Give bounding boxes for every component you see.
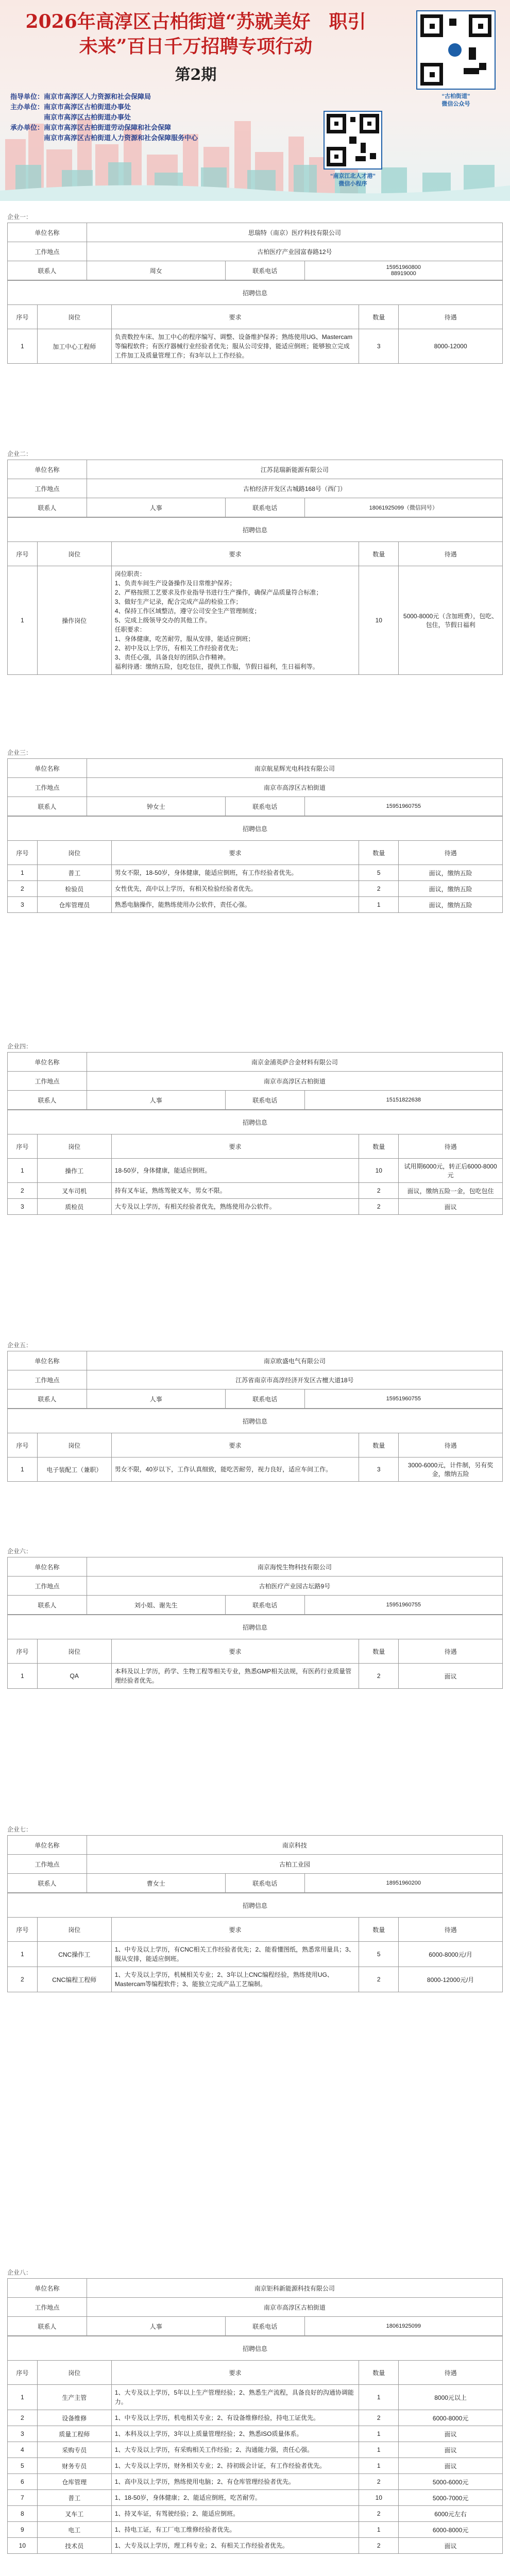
poster-title (10, 9, 381, 59)
company-block (7, 1041, 503, 1215)
job-requirements: 1、中专及以上学历，机电相关专业；2、有设备维修经验，持电工证优先。 (111, 2410, 359, 2426)
job-post: 质检员 (37, 1199, 111, 1215)
table-row (8, 1159, 503, 1183)
company-sequence: 企业一： (7, 213, 32, 221)
job-count: 2 (359, 2506, 399, 2522)
issue-number: 第2期 (175, 66, 217, 84)
job-no: 1 (8, 566, 38, 675)
job-pay: 面议，缴纳五险 (399, 865, 503, 881)
job-post: 叉车工 (37, 2506, 111, 2522)
header-count: 数量 (359, 1134, 399, 1159)
header-no: 序号 (8, 305, 38, 329)
job-requirements: 1、大专及以上学历，理工科专业；2、有相关工作经验者优先。 (111, 2538, 359, 2554)
company-name: 南京航星辉光电科技有限公司 (87, 759, 502, 778)
job-requirements: 男女不限，18-50岁，身体健康，能适应倒班，有工作经验者优先。 (111, 865, 359, 881)
job-count: 1 (359, 2385, 399, 2410)
company-sequence: 企业五： (7, 1342, 32, 1349)
organizer-row: 承办单位：南京市高淳区古柏街道劳动保障和社会保障 (10, 124, 172, 131)
job-count: 2 (359, 1199, 399, 1215)
company-address: 南京市高淳区古柏街道 (87, 2298, 502, 2317)
job-no: 1 (8, 1458, 38, 1482)
header-no: 序号 (8, 1918, 38, 1942)
header-post: 岗位 (37, 2361, 111, 2385)
table-row (8, 1967, 503, 1992)
job-pay: 6000元左右 (399, 2506, 503, 2522)
header-count: 数量 (359, 2361, 399, 2385)
job-post: 生产主管 (37, 2385, 111, 2410)
organizer-row: 南京市高淳区古柏街道人力资源和社会保障服务中心 (44, 134, 198, 142)
job-post: 电工 (37, 2522, 111, 2538)
company-block (7, 2267, 503, 2554)
job-no: 9 (8, 2522, 38, 2538)
label-phone: 联系电话 (225, 797, 304, 816)
header-count: 数量 (359, 1918, 399, 1942)
job-pay: 面议 (399, 2538, 503, 2554)
jobs-table (7, 816, 503, 913)
table-row (8, 2410, 503, 2426)
job-count: 1 (359, 2426, 399, 2442)
job-pay: 6000-8000元/月 (399, 1942, 503, 1967)
header-count: 数量 (359, 305, 399, 329)
company-contact: 人事 (87, 1389, 225, 1409)
label-contact: 联系人 (8, 1389, 87, 1409)
jobs-table (7, 1893, 503, 1992)
qr-code-icon (416, 10, 496, 90)
job-pay: 面议，缴纳五险一金，包吃包住 (399, 1183, 503, 1199)
label-address: 工作地点 (8, 2298, 87, 2317)
company-name: 南京欧盛电气有限公司 (87, 1351, 502, 1370)
job-requirements: 1、持电工证，有工厂电工维修经验者优先。 (111, 2522, 359, 2538)
job-no: 4 (8, 2442, 38, 2458)
job-requirements: 男女不限，40岁以下，工作认真细致，能吃苦耐劳，视力良好，适应车间工作。 (111, 1458, 359, 1482)
job-pay: 5000-7000元 (399, 2490, 503, 2506)
job-pay: 面议，缴纳五险 (399, 881, 503, 897)
company-block (7, 211, 503, 364)
table-row (8, 329, 503, 364)
table-row (8, 2458, 503, 2474)
job-requirements: 负责数控车床、加工中心的程序编写、调整、设备维护保养；熟练使用UG、Mastercam等编程软件；有医疗器械行业经验者优先；服从公司安排，能适应倒班；能够独立完成工件加工及质量管理工作；有3年以上工作经验。 (111, 329, 359, 364)
company-name: 南京海悦生物科技有限公司 (87, 1557, 502, 1577)
job-post: 普工 (37, 2490, 111, 2506)
job-post: 仓库管理员 (37, 897, 111, 913)
company-info-table (7, 1351, 503, 1409)
table-row (8, 881, 503, 897)
header-no: 序号 (8, 1639, 38, 1664)
label-company: 单位名称 (8, 2279, 87, 2298)
job-pay: 面议 (399, 2442, 503, 2458)
label-company: 单位名称 (8, 759, 87, 778)
jobs-table (7, 2336, 503, 2554)
header-req: 要求 (111, 1918, 359, 1942)
organizer-row: 主办单位：南京市高淳区古柏街道办事处 (10, 103, 131, 111)
organizer-list (10, 92, 340, 143)
job-count: 1 (359, 2442, 399, 2458)
table-row (8, 1664, 503, 1689)
job-post: 电子装配工（兼职） (37, 1458, 111, 1482)
job-no: 6 (8, 2474, 38, 2490)
company-name: 思瑞特（南京）医疗科技有限公司 (87, 223, 502, 242)
header-count: 数量 (359, 1639, 399, 1664)
label-contact: 联系人 (8, 261, 87, 280)
company-address: 南京市高淳区古柏街道 (87, 1072, 502, 1091)
job-post: 设备维修 (37, 2410, 111, 2426)
label-company: 单位名称 (8, 223, 87, 242)
label-company: 单位名称 (8, 1351, 87, 1370)
header-req: 要求 (111, 542, 359, 566)
qr-caption: “南京江北人才港” 微信小程序 (330, 173, 376, 187)
header-no: 序号 (8, 542, 38, 566)
label-phone: 联系电话 (225, 1389, 304, 1409)
jobs-table (7, 1409, 503, 1482)
header-no: 序号 (8, 1433, 38, 1458)
jobs-info-title: 招聘信息 (8, 1409, 503, 1433)
job-post: 加工中心工程师 (37, 329, 111, 364)
label-phone: 联系电话 (225, 261, 304, 280)
header-req: 要求 (111, 305, 359, 329)
jobs-info-title: 招聘信息 (8, 1615, 503, 1639)
company-contact: 周女 (87, 261, 225, 280)
table-row (8, 2522, 503, 2538)
table-row (8, 2442, 503, 2458)
job-pay: 8000-12000元/月 (399, 1967, 503, 1992)
label-contact: 联系人 (8, 797, 87, 816)
job-post: 采购专员 (37, 2442, 111, 2458)
job-post: 质量工程师 (37, 2426, 111, 2442)
company-phone: 18061925099（微信同号） (304, 498, 502, 517)
header-count: 数量 (359, 841, 399, 865)
table-row (8, 1199, 503, 1215)
company-phone: 15151822638 (304, 1091, 502, 1110)
label-contact: 联系人 (8, 498, 87, 517)
table-row (8, 2426, 503, 2442)
company-sequence: 企业三： (7, 749, 32, 756)
header-post: 岗位 (37, 841, 111, 865)
header-pay: 待遇 (399, 841, 503, 865)
header-pay: 待遇 (399, 1639, 503, 1664)
jobs-info-title: 招聘信息 (8, 1110, 503, 1134)
jobs-table (7, 280, 503, 364)
job-pay: 6000-8000元 (399, 2410, 503, 2426)
job-count: 2 (359, 2474, 399, 2490)
label-address: 工作地点 (8, 1577, 87, 1596)
job-count: 10 (359, 566, 399, 675)
table-row (8, 2506, 503, 2522)
header-req: 要求 (111, 841, 359, 865)
job-post: 技术员 (37, 2538, 111, 2554)
qr-code-miniprogram (304, 111, 402, 188)
job-requirements: 18-50岁，身体健康，能适应倒班。 (111, 1159, 359, 1183)
job-requirements: 1、大专及以上学历，机械相关专业；2、3年以上CNC编程经验，熟练使用UG、Mastercam等编程软件；3、能独立完成产品工艺编制。 (111, 1967, 359, 1992)
label-phone: 联系电话 (225, 1596, 304, 1615)
job-post: 操作工 (37, 1159, 111, 1183)
header-post: 岗位 (37, 542, 111, 566)
organizer-row: 指导单位：南京市高淳区人力资源和社会保障局 (10, 93, 151, 100)
header-post: 岗位 (37, 305, 111, 329)
company-info-table (7, 758, 503, 816)
jobs-info-title: 招聘信息 (8, 281, 503, 305)
label-contact: 联系人 (8, 1091, 87, 1110)
job-requirements: 岗位职责： 1、负责车间生产设备操作及日常维护保养； 2、严格按照工艺要求及作业指导书进行生产操作，确保产品质量符合标准； 3、做好生产记录，配合完成产品的检验工作； 4、保持工作区域整洁，遵守公司安全生产管理制度； 5、完成上级领导交办的其他工作。 任职要求： 1、身体健康，吃苦耐劳，服从安排，能适应倒班； 2、初中及以上学历，有相关工作经验者优先； 3、责任心强，具备良好的团队合作精神。 福利待遇：缴纳五险，包吃包住，提供工作服，节假日福利，生日福利等。 (111, 566, 359, 675)
table-row (8, 2474, 503, 2490)
job-post: 操作岗位 (37, 566, 111, 675)
table-row (8, 1458, 503, 1482)
label-address: 工作地点 (8, 778, 87, 797)
company-block (7, 1824, 503, 1992)
company-block (7, 747, 503, 913)
company-sequence: 企业二： (7, 450, 32, 457)
title-line-2: 未来”百日千万招聘专项行动 (79, 36, 313, 57)
table-row (8, 1942, 503, 1967)
job-requirements: 1、持叉车证，有驾驶经验；2、能适应倒班。 (111, 2506, 359, 2522)
company-contact: 钟女士 (87, 797, 225, 816)
company-block (7, 1546, 503, 1689)
company-contact: 曹女士 (87, 1874, 225, 1893)
job-no: 1 (8, 1664, 38, 1689)
job-no: 3 (8, 2426, 38, 2442)
label-company: 单位名称 (8, 1053, 87, 1072)
job-no: 1 (8, 865, 38, 881)
job-post: 财务专员 (37, 2458, 111, 2474)
job-pay: 面议 (399, 2458, 503, 2474)
job-no: 2 (8, 1183, 38, 1199)
job-count: 2 (359, 881, 399, 897)
company-info-table (7, 2278, 503, 2336)
job-requirements: 1、高中及以上学历，熟练使用电脑；2、有仓库管理经验者优先。 (111, 2474, 359, 2490)
job-pay: 8000元以上 (399, 2385, 503, 2410)
header-post: 岗位 (37, 1639, 111, 1664)
jobs-info-title: 招聘信息 (8, 518, 503, 542)
company-address: 古柏医疗产业园富春路12号 (87, 242, 502, 261)
header-pay: 待遇 (399, 2361, 503, 2385)
job-post: QA (37, 1664, 111, 1689)
job-post: 叉车司机 (37, 1183, 111, 1199)
label-company: 单位名称 (8, 460, 87, 479)
job-count: 2 (359, 1183, 399, 1199)
job-pay: 面议 (399, 1199, 503, 1215)
job-no: 1 (8, 329, 38, 364)
company-block (7, 1340, 503, 1482)
job-count: 5 (359, 865, 399, 881)
company-address: 南京市高淳区古柏街道 (87, 778, 502, 797)
jobs-table (7, 1615, 503, 1689)
table-row (8, 897, 503, 913)
company-info-table (7, 1557, 503, 1615)
job-count: 10 (359, 1159, 399, 1183)
label-contact: 联系人 (8, 2317, 87, 2336)
company-phone: 18951960200 (304, 1874, 502, 1893)
job-requirements: 1、18-50岁，身体健康；2、能适应倒班，吃苦耐劳。 (111, 2490, 359, 2506)
job-post: 普工 (37, 865, 111, 881)
job-count: 1 (359, 2522, 399, 2538)
company-address: 江苏省南京市高淳经济开发区古檀大道18号 (87, 1370, 502, 1389)
company-address: 古柏经济开发区古城路168号（西门） (87, 479, 502, 498)
job-pay: 5000-6000元 (399, 2474, 503, 2490)
job-pay: 面议，缴纳五险 (399, 897, 503, 913)
job-no: 1 (8, 1159, 38, 1183)
label-contact: 联系人 (8, 1596, 87, 1615)
job-requirements: 本科及以上学历，药学、生物工程等相关专业，熟悉GMP相关法规，有医药行业质量管理经验者优先。 (111, 1664, 359, 1689)
header-pay: 待遇 (399, 542, 503, 566)
table-row (8, 1183, 503, 1199)
label-company: 单位名称 (8, 1557, 87, 1577)
job-requirements: 大专及以上学历，有相关经验者优先，熟练使用办公软件。 (111, 1199, 359, 1215)
jobs-info-title: 招聘信息 (8, 1893, 503, 1918)
label-address: 工作地点 (8, 1072, 87, 1091)
job-pay: 6000-8000元 (399, 2522, 503, 2538)
job-pay: 3000-6000元，计件制，另有奖金，缴纳五险 (399, 1458, 503, 1482)
jobs-table (7, 517, 503, 675)
qr-code-icon (324, 111, 382, 170)
label-contact: 联系人 (8, 1874, 87, 1893)
job-requirements: 1、大专及以上学历，财务相关专业；2、持初级会计证，有工作经验者优先。 (111, 2458, 359, 2474)
job-requirements: 熟悉电脑操作，能熟练使用办公软件，责任心强。 (111, 897, 359, 913)
header-count: 数量 (359, 1433, 399, 1458)
table-row (8, 566, 503, 675)
qr-caption: “古柏街道” 微信公众号 (441, 93, 470, 107)
qr-code-official-account (407, 10, 505, 108)
jobs-info-title: 招聘信息 (8, 2336, 503, 2361)
job-no: 3 (8, 897, 38, 913)
company-contact: 人事 (87, 1091, 225, 1110)
company-phone: 15951960800 88919000 (304, 261, 502, 280)
job-no: 2 (8, 2410, 38, 2426)
company-contact: 人事 (87, 498, 225, 517)
job-pay: 8000-12000 (399, 329, 503, 364)
company-phone: 15951960755 (304, 797, 502, 816)
header-pay: 待遇 (399, 305, 503, 329)
header-no: 序号 (8, 1134, 38, 1159)
company-contact: 人事 (87, 2317, 225, 2336)
job-count: 10 (359, 2490, 399, 2506)
job-no: 7 (8, 2490, 38, 2506)
label-phone: 联系电话 (225, 498, 304, 517)
label-phone: 联系电话 (225, 2317, 304, 2336)
label-address: 工作地点 (8, 479, 87, 498)
job-count: 2 (359, 2538, 399, 2554)
header-count: 数量 (359, 542, 399, 566)
job-requirements: 1、本科及以上学历，3年以上质量管理经验；2、熟悉ISO质量体系。 (111, 2426, 359, 2442)
jobs-table (7, 1110, 503, 1215)
label-phone: 联系电话 (225, 1091, 304, 1110)
job-post: 仓库管理 (37, 2474, 111, 2490)
job-no: 1 (8, 1942, 38, 1967)
company-info-table (7, 1052, 503, 1110)
job-count: 2 (359, 2410, 399, 2426)
header-post: 岗位 (37, 1134, 111, 1159)
company-sequence: 企业六： (7, 1548, 32, 1555)
job-pay: 面议 (399, 2426, 503, 2442)
label-company: 单位名称 (8, 1836, 87, 1855)
job-no: 8 (8, 2506, 38, 2522)
job-no: 3 (8, 1199, 38, 1215)
header-req: 要求 (111, 1433, 359, 1458)
job-no: 2 (8, 1967, 38, 1992)
job-requirements: 1、中专及以上学历，有CNC相关工作经验者优先；2、能看懂图纸，熟悉常用量具；3、服从安排，能适应倒班。 (111, 1942, 359, 1967)
label-phone: 联系电话 (225, 1874, 304, 1893)
company-sequence: 企业七： (7, 1826, 32, 1833)
title-line-1: 2026年高淳区古柏街道“苏就美好 职引 (25, 11, 366, 32)
company-phone: 15951960755 (304, 1389, 502, 1409)
header-no: 序号 (8, 2361, 38, 2385)
table-row (8, 2490, 503, 2506)
company-phone: 15951960755 (304, 1596, 502, 1615)
job-post: 检验员 (37, 881, 111, 897)
header-pay: 待遇 (399, 1918, 503, 1942)
poster-header (0, 0, 510, 201)
job-count: 5 (359, 1942, 399, 1967)
organizer-row: 南京市高淳区古柏街道办事处 (44, 113, 131, 121)
job-requirements: 女性优先，高中以上学历，有相关检验经验者优先。 (111, 881, 359, 897)
label-address: 工作地点 (8, 1855, 87, 1874)
job-count: 1 (359, 897, 399, 913)
header-post: 岗位 (37, 1918, 111, 1942)
company-name: 江苏昆瑞新能源有限公司 (87, 460, 502, 479)
header-req: 要求 (111, 1134, 359, 1159)
header-no: 序号 (8, 841, 38, 865)
job-pay: 5000-8000元（含加班费），包吃、包住，节假日福利 (399, 566, 503, 675)
job-post: CNC操作工 (37, 1942, 111, 1967)
job-pay: 试用期6000元，转正后6000-8000元 (399, 1159, 503, 1183)
job-count: 1 (359, 2458, 399, 2474)
company-block (7, 448, 503, 675)
header-req: 要求 (111, 1639, 359, 1664)
job-requirements: 1、大专及以上学历，有采购相关工作经验；2、沟通能力强，责任心强。 (111, 2442, 359, 2458)
job-no: 1 (8, 2385, 38, 2410)
job-requirements: 持有叉车证，熟练驾驶叉车，男女不限。 (111, 1183, 359, 1199)
header-req: 要求 (111, 2361, 359, 2385)
table-row (8, 2538, 503, 2554)
label-address: 工作地点 (8, 242, 87, 261)
company-info-table (7, 460, 503, 517)
label-address: 工作地点 (8, 1370, 87, 1389)
company-name: 南京科技 (87, 1836, 502, 1855)
company-address: 古柏医疗产业园古坛路9号 (87, 1577, 502, 1596)
company-sequence: 企业四： (7, 1043, 32, 1050)
job-pay: 面议 (399, 1664, 503, 1689)
company-sequence: 企业八： (7, 2269, 32, 2276)
job-no: 5 (8, 2458, 38, 2474)
company-name: 南京金浦英萨合金材料有限公司 (87, 1053, 502, 1072)
job-count: 3 (359, 1458, 399, 1482)
header-pay: 待遇 (399, 1134, 503, 1159)
job-no: 2 (8, 881, 38, 897)
job-no: 10 (8, 2538, 38, 2554)
table-row (8, 865, 503, 881)
job-requirements: 1、大专及以上学历，5年以上生产管理经验；2、熟悉生产流程，具备良好的沟通协调能力。 (111, 2385, 359, 2410)
job-count: 3 (359, 329, 399, 364)
company-name: 南京钜科新能源科技有限公司 (87, 2279, 502, 2298)
job-count: 2 (359, 1967, 399, 1992)
table-row (8, 2385, 503, 2410)
company-info-table (7, 1835, 503, 1893)
header-pay: 待遇 (399, 1433, 503, 1458)
job-count: 2 (359, 1664, 399, 1689)
job-post: CNC编程工程师 (37, 1967, 111, 1992)
header-post: 岗位 (37, 1433, 111, 1458)
company-address: 古柏工业园 (87, 1855, 502, 1874)
company-contact: 刘小姐、谢先生 (87, 1596, 225, 1615)
company-phone: 18061925099 (304, 2317, 502, 2336)
company-info-table (7, 223, 503, 280)
jobs-info-title: 招聘信息 (8, 817, 503, 841)
